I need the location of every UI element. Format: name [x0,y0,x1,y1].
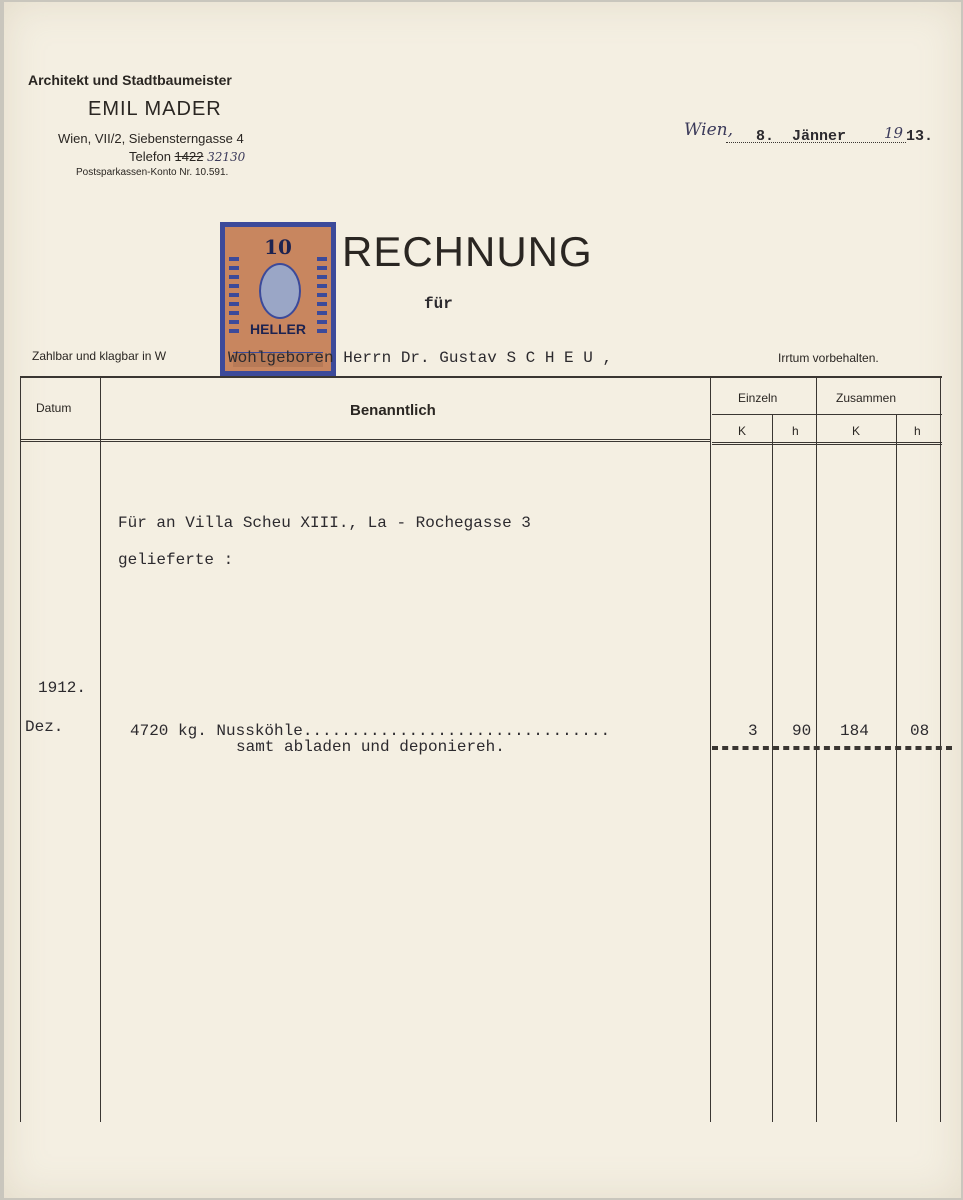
header-datum: Datum [36,401,72,415]
header-einzeln-k: K [738,424,747,438]
date-year-suffix: 13. [906,128,934,145]
row-date: Dez. [25,718,64,736]
phone-label: Telefon [129,149,171,164]
date-day: 8. [756,128,775,145]
header-bottom-rule-right [712,442,942,445]
header-zusammen-k: K [852,424,861,438]
invoice-page [4,2,961,1198]
stamp-portrait [259,263,301,319]
recipient: Wohlgeboren Herrn Dr. Gustav S C H E U , [228,349,613,367]
header-zusammen: Zusammen [836,391,897,405]
intro-line-1: Für an Villa Scheu XIII., La - Rochegasse 3 [118,514,531,532]
terms-right: Irrtum vorbehalten. [778,351,879,365]
letterhead-name: EMIL MADER [88,98,222,120]
date-place: Wien, [684,120,734,140]
col-divider-datum [100,378,101,1122]
phone-struck: 1422 [174,149,204,164]
row-einzeln-k: 3 [748,722,758,740]
total-double-underline [712,746,952,750]
table-top-border [20,376,942,378]
header-einzeln: Einzeln [738,391,778,405]
invoice-fuer: für [424,295,453,313]
table-right-border [940,378,941,1122]
terms-left: Zahlbar und klagbar in W [32,349,167,363]
header-einzeln-h: h [792,424,799,438]
letterhead-profession: Architekt und Stadtbaumeister [28,72,232,88]
letterhead-phone [129,149,245,164]
date-year-prefix: 19 [884,124,904,142]
row-einzeln-h: 90 [792,722,812,740]
row-description: 4720 kg. Nussköhle................................ [130,722,611,740]
col-divider-einzeln-zusammen [816,378,817,1122]
stamp-value: 10 [264,235,292,259]
header-benanntlich: Benanntlich [350,402,436,419]
row-zusammen-k: 184 [840,722,869,740]
invoice-title: RECHNUNG [342,228,593,275]
year-label: 1912. [38,679,87,697]
date-line [684,120,944,146]
stamp-unit: HELLER [250,321,306,337]
col-divider-einzeln-kh [772,414,773,1122]
phone-handwritten: 32130 [207,150,246,164]
header-zusammen-h: h [914,424,921,438]
row-description-line2: samt abladen und deponiereh. [236,738,505,756]
header-bottom-rule-left [20,439,710,442]
intro-line-2: gelieferte : [118,551,234,569]
table-left-border [20,378,21,1122]
letterhead-postal-account: Postsparkassen-Konto Nr. 10.591. [76,167,229,178]
date-month: Jänner [792,128,847,145]
col-divider-benanntlich [710,378,711,1122]
letterhead-address: Wien, VII/2, Siebensterngasse 4 [58,131,244,146]
row-zusammen-h: 08 [910,722,930,740]
date-dots [726,142,906,143]
subheader-rule [712,414,942,415]
col-divider-zusammen-kh [896,414,897,1122]
